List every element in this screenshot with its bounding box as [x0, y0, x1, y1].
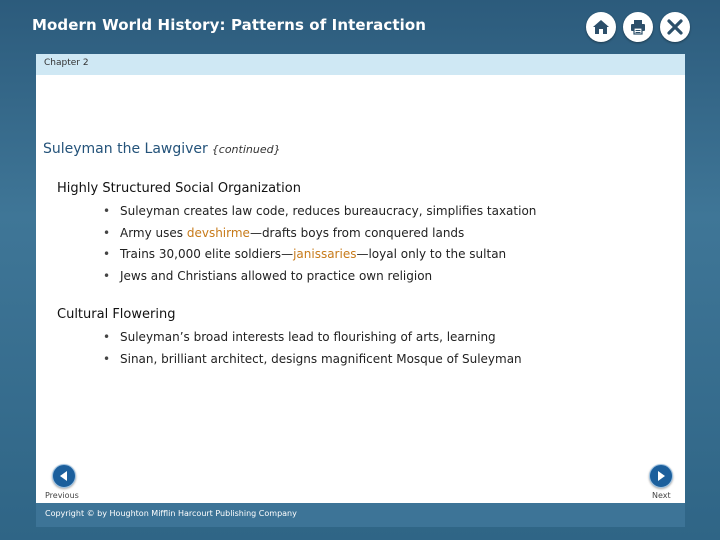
bullet-text: —loyal only to the sultan: [356, 247, 507, 261]
bullet-text: Suleyman creates law code, reduces bureaucracy, simplifies taxation: [120, 204, 537, 218]
slide-title-text: Suleyman the Lawgiver: [43, 141, 208, 157]
previous-label[interactable]: Previous: [45, 491, 79, 500]
footer: [36, 503, 685, 527]
bullet-text: Trains 30,000 elite soldiers—: [120, 247, 294, 261]
slide-title: [43, 141, 281, 157]
print-icon: [629, 18, 647, 36]
bullet-item: [103, 226, 536, 248]
section-heading-culture: Cultural Flowering: [57, 307, 176, 322]
bullet-text: Suleyman’s broad interests lead to flourishing of arts, learning: [120, 330, 496, 344]
bullet-text: —drafts boys from conquered lands: [249, 225, 465, 240]
next-label[interactable]: Next: [652, 491, 671, 500]
section-heading-social: Highly Structured Social Organization: [57, 181, 301, 196]
home-button[interactable]: [586, 12, 616, 42]
bullet-item: [103, 269, 536, 291]
bullet-item: [103, 330, 522, 352]
close-button[interactable]: [660, 12, 690, 42]
bullet-item: [103, 352, 522, 374]
bullet-text: Jews and Christians allowed to practice own religion: [120, 268, 433, 283]
chapter-bar: [36, 54, 685, 75]
highlighted-term: devshirme: [186, 225, 250, 240]
highlighted-term: janissaries: [293, 247, 357, 261]
slide-title-suffix: {continued}: [211, 143, 281, 156]
home-icon: [592, 18, 610, 36]
close-icon: [666, 18, 684, 36]
bullet-item: [103, 247, 536, 269]
arrow-left-icon: [58, 467, 70, 486]
bullet-list-culture: [103, 330, 522, 373]
bullet-item: [103, 204, 536, 226]
arrow-right-icon: [655, 467, 667, 486]
slide-content: [36, 75, 685, 503]
top-toolbar: [586, 12, 690, 42]
next-button[interactable]: [649, 464, 673, 488]
app-title: Modern World History: Patterns of Interaction: [32, 16, 427, 34]
bullet-list-social: [103, 204, 536, 290]
bullet-text: Sinan, brilliant architect, designs magnificent Mosque of Suleyman: [120, 351, 522, 366]
print-button[interactable]: [623, 12, 653, 42]
copyright-text: Copyright © by Houghton Mifflin Harcourt Publishing Company: [45, 509, 297, 518]
bullet-text: Army uses: [120, 225, 187, 240]
previous-button[interactable]: [52, 464, 76, 488]
chapter-label: Chapter 2: [44, 58, 89, 68]
